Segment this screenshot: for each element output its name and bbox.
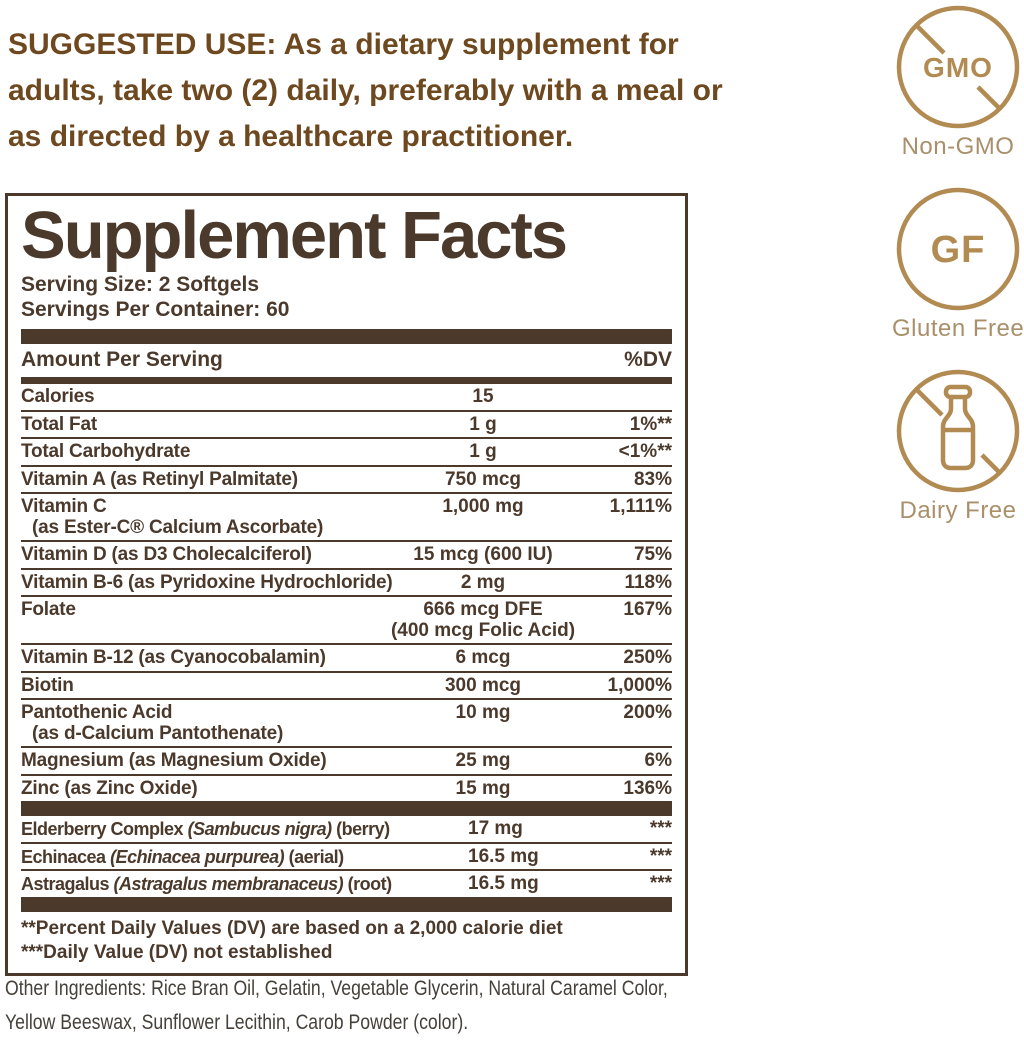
nutrient-name: Vitamin D (as D3 Cholecalciferol) <box>21 544 312 565</box>
nutrient-name: Vitamin B-12 (as Cyanocobalamin) <box>21 647 326 668</box>
dv-header: %DV <box>624 348 672 371</box>
serving-size: Serving Size: 2 Softgels <box>21 273 260 296</box>
nutrient-dv: <1%** <box>618 441 672 462</box>
nutrient-name: Magnesium (as Magnesium Oxide) <box>21 750 327 771</box>
non-gmo-badge <box>892 4 1024 161</box>
table-row <box>21 643 672 671</box>
nutrient-amount: 1 g <box>469 413 497 435</box>
table-row <box>21 384 672 410</box>
nutrient-dv: 167% <box>623 599 672 620</box>
section-divider <box>21 377 672 384</box>
gluten-free-label: Gluten Free <box>892 315 1024 342</box>
svg-text:GF: GF <box>930 229 986 271</box>
suggested-use-line3: as directed by a healthcare practitioner. <box>8 120 574 153</box>
svg-text:GMO: GMO <box>923 52 993 83</box>
nutrient-dv: 136% <box>623 777 672 799</box>
nutrient-dv: 1,111% <box>609 496 672 517</box>
table-row <box>21 746 672 774</box>
nutrient-amount: 6 mcg <box>455 647 511 668</box>
suggested-use-line1: SUGGESTED USE: As a dietary supplement for <box>8 28 679 61</box>
nutrient-amount: 17 mg <box>468 818 523 839</box>
footnote-not-established: ***Daily Value (DV) not established <box>21 941 333 963</box>
nutrient-name: Calories <box>21 386 95 407</box>
gluten-free-icon <box>892 186 1024 312</box>
nutrient-amount: 1 g <box>469 441 497 462</box>
nutrient-name: Vitamin A (as Retinyl Palmitate) <box>21 468 298 490</box>
nutrient-amount: 15 mg <box>455 777 511 799</box>
nutrient-name: Pantothenic Acid (as d-Calcium Pantothenate) <box>21 702 284 744</box>
dairy-free-icon <box>892 368 1024 494</box>
certification-badges <box>892 4 1024 550</box>
nutrient-amount: 15 <box>472 386 494 407</box>
gluten-free-badge <box>892 186 1024 343</box>
nutrient-amount: 16.5 mg <box>468 845 539 867</box>
facts-rows <box>21 384 672 897</box>
table-row <box>21 410 672 438</box>
nutrient-dv: 1%** <box>629 413 672 435</box>
nutrient-dv: 118% <box>624 571 672 593</box>
suggested-use-line2: adults, take two (2) daily, preferably with a meal or <box>8 74 723 107</box>
dairy-free-label: Dairy Free <box>899 497 1017 524</box>
table-row <box>21 595 672 643</box>
nutrient-name: Total Carbohydrate <box>21 441 191 462</box>
table-row <box>21 540 672 568</box>
nutrient-amount: 25 mg <box>455 750 511 771</box>
nutrient-name: Vitamin C (as Ester-C® Calcium Ascorbate) <box>21 496 324 538</box>
servings-per-container: Servings Per Container: 60 <box>21 298 290 321</box>
table-row <box>21 437 672 465</box>
section-divider <box>21 897 672 912</box>
nutrient-amount: 10 mg <box>455 702 511 723</box>
nutrient-amount: 16.5 mg <box>468 873 539 894</box>
table-row <box>21 465 672 493</box>
other-ingredients-line2: Yellow Beeswax, Sunflower Lecithin, Carob Powder (color). <box>5 1011 469 1034</box>
suggested-use-text <box>8 22 723 160</box>
other-ingredients-line1: Other Ingredients: Rice Bran Oil, Gelatin, Vegetable Glycerin, Natural Caramel Color, <box>5 977 668 1000</box>
nutrient-dv: 6% <box>644 750 672 771</box>
table-row <box>21 842 672 870</box>
nutrient-name: Vitamin B-6 (as Pyridoxine Hydrochloride) <box>21 571 393 593</box>
table-row <box>21 774 672 802</box>
nutrient-amount: 300 mcg <box>444 674 522 696</box>
nutrient-amount: 2 mg <box>460 571 506 593</box>
supplement-facts-panel <box>5 193 688 976</box>
section-divider <box>21 329 672 344</box>
table-row <box>21 568 672 596</box>
table-row <box>21 816 672 842</box>
nutrient-dv: 200% <box>623 702 672 723</box>
table-row <box>21 869 672 897</box>
table-row <box>21 671 672 699</box>
non-gmo-label: Non-GMO <box>901 133 1015 160</box>
nutrient-name: Biotin <box>21 674 74 696</box>
table-row <box>21 698 672 746</box>
nutrient-dv: *** <box>649 845 672 867</box>
dairy-free-badge <box>892 368 1024 525</box>
nutrient-amount: 1,000 mg <box>442 496 524 517</box>
footnotes <box>21 912 672 965</box>
nutrient-dv: 1,000% <box>607 674 672 696</box>
nutrient-name: Echinacea (Echinacea purpurea) (aerial) <box>21 846 344 867</box>
table-header-row <box>21 344 672 377</box>
non-gmo-icon <box>892 4 1024 130</box>
nutrient-dv: 75% <box>633 544 672 565</box>
nutrient-dv: 250% <box>623 647 672 668</box>
nutrient-name: Elderberry Complex (Sambucus nigra) (berry) <box>21 819 390 839</box>
nutrient-amount: 15 mcg (600 IU) <box>413 544 553 565</box>
section-divider <box>21 801 672 816</box>
nutrient-name: Zinc (as Zinc Oxide) <box>21 777 198 799</box>
nutrient-dv: 83% <box>633 468 672 490</box>
table-row <box>21 492 672 540</box>
panel-title: Supplement Facts <box>21 198 567 273</box>
footnote-dv: **Percent Daily Values (DV) are based on a 2,000 calorie diet <box>21 917 563 939</box>
nutrient-dv: *** <box>649 873 672 894</box>
nutrient-name: Astragalus (Astragalus membranaceus) (root) <box>21 874 392 894</box>
nutrient-amount: 750 mcg <box>444 468 522 490</box>
nutrient-name: Total Fat <box>21 413 97 435</box>
nutrient-amount: 666 mcg DFE (400 mcg Folic Acid) <box>390 599 576 641</box>
nutrient-name: Folate <box>21 599 76 620</box>
other-ingredients <box>5 972 668 1040</box>
amount-per-serving-header: Amount Per Serving <box>21 348 223 371</box>
nutrient-dv: *** <box>649 818 672 839</box>
